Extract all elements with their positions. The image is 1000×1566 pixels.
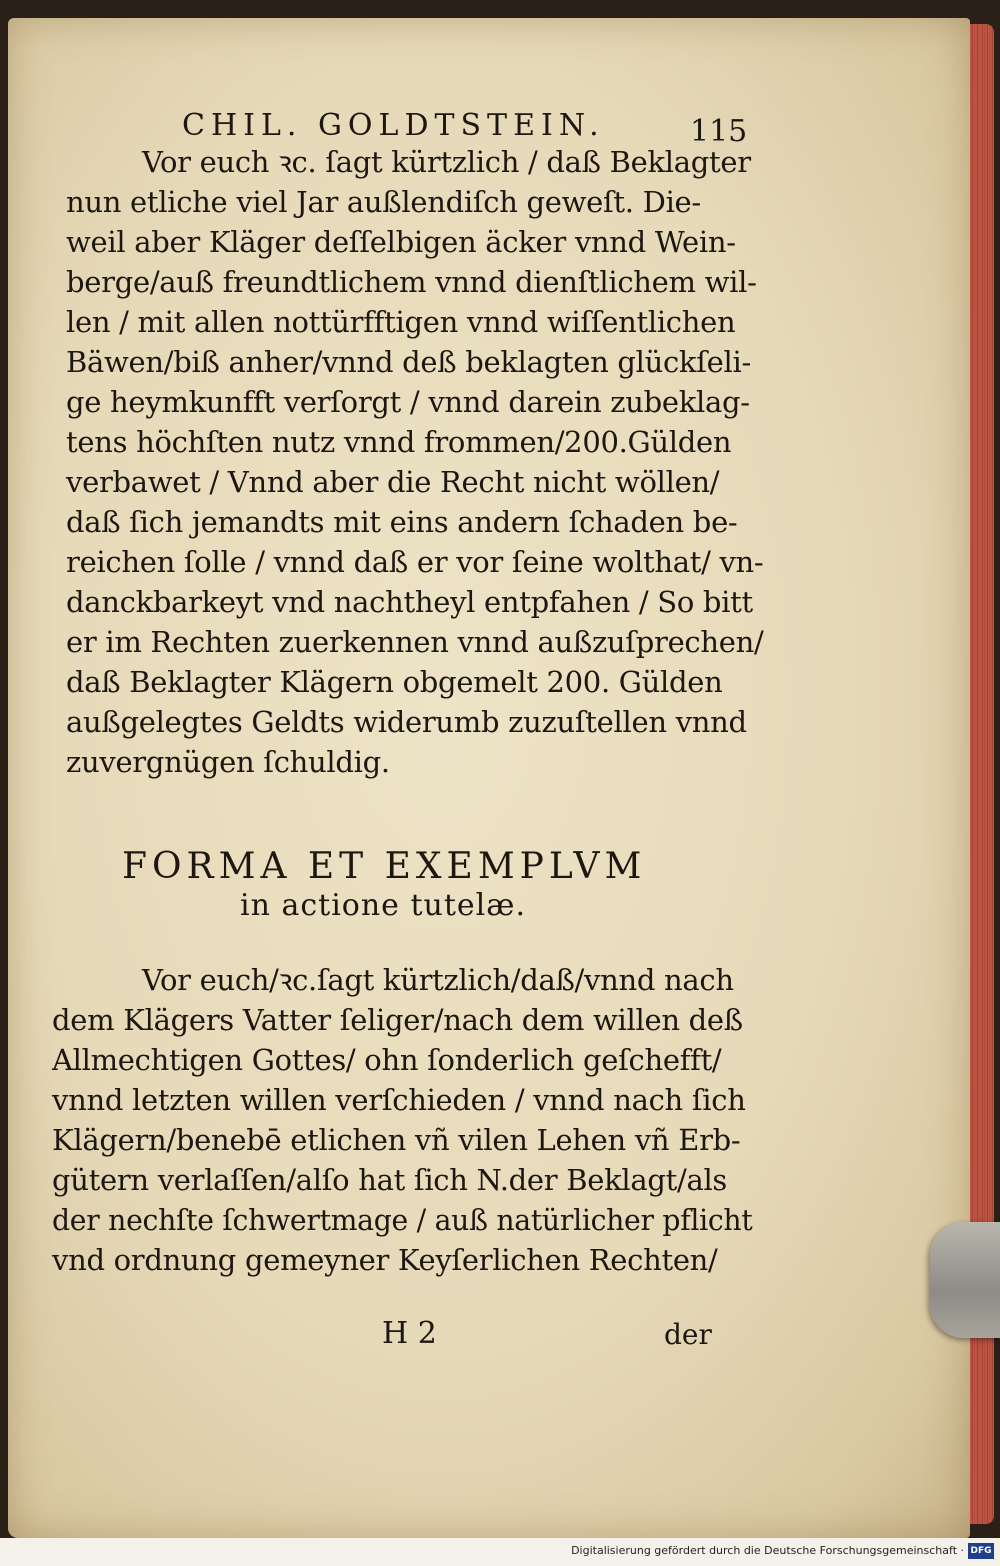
text-line: dem Klägers Vatter ſeliger/nach dem willen deß (52, 1003, 743, 1037)
section-subtitle: in actione tutelæ. (240, 888, 526, 923)
text-line: Vor euch/ꝛc.ſagt kürtzlich/daß/vnnd nach (142, 963, 734, 997)
text-line: len / mit allen nottürfftigen vnnd wiſſentlichen (66, 305, 736, 339)
text-line: außgelegtes Geldts widerumb zuzuſtellen vnnd (66, 705, 747, 739)
text-line: danckbarkeyt vnd nachtheyl entpfahen / So bitt (66, 585, 753, 619)
text-line: tens höchſten nutz vnnd frommen/200.Gülden (66, 425, 732, 459)
text-line: reichen ſolle / vnnd daß er vor ſeine wolthat/ vn- (66, 545, 764, 579)
text-line: Vor euch ꝛc. ſagt kürtzlich / daß Beklagter (142, 145, 751, 179)
running-title: CHIL. GOLDTSTEIN. (182, 108, 605, 143)
dfg-logo: DFG (968, 1543, 994, 1559)
text-line: Klägern/benebē etlichen vñ vilen Lehen vñ Erb- (52, 1123, 741, 1157)
text-line: vnnd letzten willen verſchieden / vnnd nach ſich (52, 1083, 746, 1117)
funding-notice: Digitalisierung gefördert durch die Deutsche Forschungsgemeinschaft · (571, 1544, 964, 1557)
text-line: gütern verlaſſen/alſo hat ſich N.der Beklagt/als (52, 1163, 728, 1197)
text-line: er im Rechten zuerkennen vnnd außzuſprechen/ (66, 625, 764, 659)
footer-bar (0, 1538, 1000, 1566)
text-line: zuvergnügen ſchuldig. (66, 745, 390, 779)
text-line: verbawet / Vnnd aber die Recht nicht wöllen/ (66, 465, 720, 499)
signature-mark: H 2 (382, 1316, 437, 1351)
text-line: daß Beklagter Klägern obgemelt 200. Gülden (66, 665, 723, 699)
page-clip (930, 1222, 1000, 1338)
text-line: weil aber Kläger deſſelbigen äcker vnnd Wein- (66, 225, 736, 259)
text-line: vnd ordnung gemeyner Keyſerlichen Rechten/ (52, 1243, 718, 1277)
text-line: berge/auß freundtlichem vnnd dienſtlichem wil- (66, 265, 757, 299)
paragraph-2 (52, 960, 752, 1280)
text-line: nun etliche viel Jar außlendiſch geweſt. Die- (66, 185, 701, 219)
text-line: Allmechtigen Gottes/ ohn ſonderlich geſchefft/ (52, 1043, 722, 1077)
section-title: FORMA ET EXEMPLVM (122, 846, 647, 887)
text-line: daß ſich jemandts mit eins andern ſchaden be- (66, 505, 738, 539)
catchword: der (664, 1318, 712, 1351)
page-number: 115 (690, 114, 748, 149)
text-line: Bäwen/biß anher/vnnd deß beklagten glückſeli- (66, 345, 751, 379)
paragraph-1 (66, 142, 766, 782)
text-line: der nechſte ſchwertmage / auß natürlicher pflicht (52, 1203, 753, 1237)
text-line: ge heymkunfft verſorgt / vnnd darein zubeklag- (66, 385, 750, 419)
